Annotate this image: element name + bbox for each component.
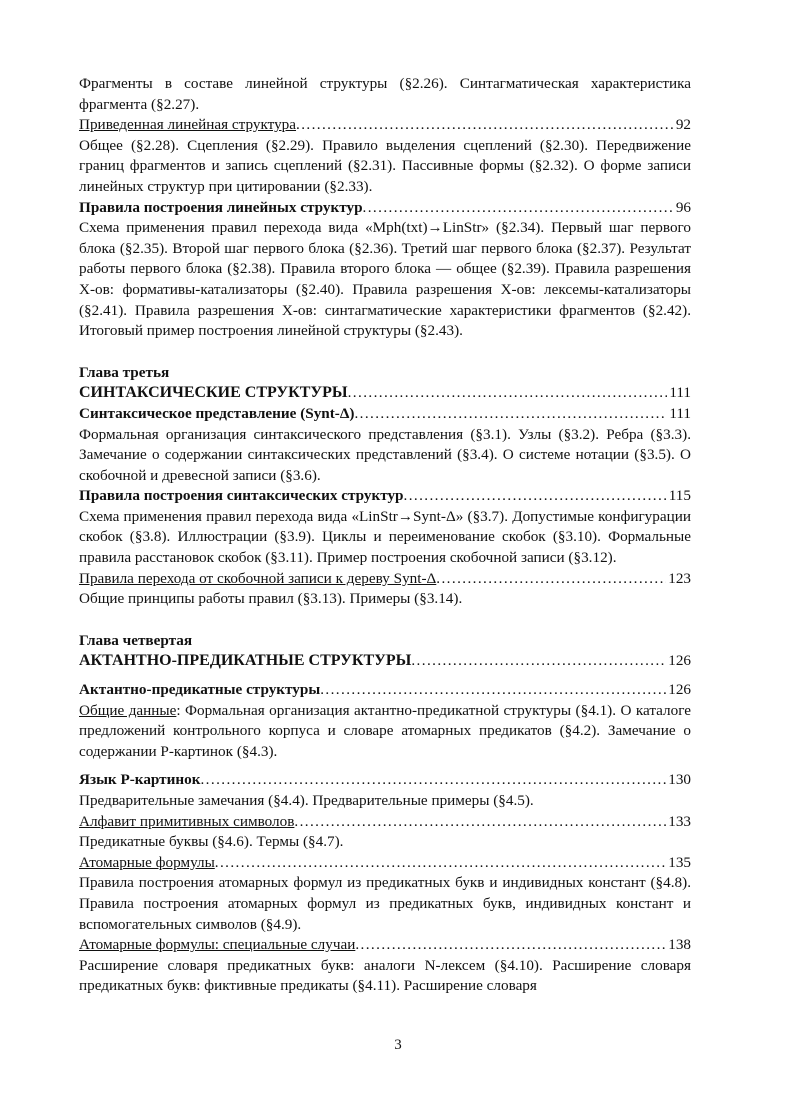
toc-page-number: 133 — [668, 812, 691, 830]
toc-page-number: 135 — [668, 853, 691, 871]
toc-title: Актантно-предикатные структуры — [79, 681, 321, 699]
paragraph-general-data — [79, 701, 691, 763]
toc-leader-dots — [200, 770, 666, 791]
paragraph-fragments: Фрагменты в составе линейной структуры (§2.26). Синтагматическая характеристика фрагмента (§2.27). — [79, 75, 691, 113]
toc-leader-dots — [215, 853, 666, 874]
toc-leader-dots — [404, 486, 667, 507]
toc-entry-synt-repr[interactable] — [79, 404, 691, 425]
toc-entry-linear-structure[interactable] — [79, 115, 691, 136]
paragraph-general-228: Общее (§2.28). Сцепления (§2.29). Правило выделения сцеплений (§2.30). Передвижение границ фрагментов и запись сцеплений (§2.31). Пассивные формы (§2.32). О форме записи линейных структур при цитировании (§2.33). — [79, 136, 691, 195]
toc-page-number: 92 — [675, 116, 691, 134]
toc-page-number: 96 — [675, 198, 691, 216]
toc-title: Атомарные формулы: специальные случаи — [79, 936, 356, 954]
toc-leader-dots — [320, 680, 666, 701]
toc-title: Приведенная линейная структура — [79, 116, 297, 134]
section-spacer — [79, 610, 691, 631]
toc-entry-chapter-four[interactable] — [79, 651, 691, 672]
toc-entry-alphabet[interactable] — [79, 812, 691, 833]
toc-title: Алфавит примитивных символов — [79, 812, 295, 830]
toc-title: Правила построения линейных структур — [79, 198, 363, 216]
chapter-three-title: СИНТАКСИЧЕСКИЕ СТРУКТУРЫ — [79, 384, 348, 402]
toc-leader-dots — [296, 115, 674, 136]
toc-title: Правила построения синтаксических структур — [79, 487, 404, 505]
toc-entry-ap-structures[interactable] — [79, 680, 691, 701]
toc-leader-dots — [355, 935, 666, 956]
toc-title: Синтаксическое представление (Synt-Δ) — [79, 404, 355, 422]
toc-title: Язык P-картинок — [79, 771, 201, 789]
toc-page-number: 115 — [668, 487, 691, 505]
paragraph-prelim-44: Предварительные замечания (§4.4). Предварительные примеры (§4.5). — [79, 792, 534, 809]
paragraph-formal-31: Формальная организация синтаксического представления (§3.1). Узлы (§3.2). Ребра (§3.3). Замечание о содержании синтаксических представлений (§3.4). О системе нотации (§3.5). О скобочной и древесной записи (§3.6). — [79, 425, 691, 484]
page-number: 3 — [394, 1037, 402, 1053]
chapter-three-label: Глава третья — [79, 363, 170, 381]
toc-title: Атомарные формулы — [79, 853, 215, 871]
toc-leader-dots — [348, 383, 668, 404]
general-data-text: : Формальная организация актантно-предикатной структуры (§4.1). О каталоге предложений контрольного корпуса и словаре атомарных предикатов (§4.2). Замечание о содержании P-картинок (§4.3). — [79, 701, 691, 760]
chapter-four-label: Глава четвертая — [79, 631, 193, 649]
toc-entry-rules-linear[interactable] — [79, 198, 691, 219]
toc-leader-dots — [363, 198, 674, 219]
paragraph-scheme-37: Схема применения правил перехода вида «LinStr→Synt-Δ» (§3.7). Допустимые конфигурации скобок (§3.8). Иллюстрации (§3.9). Циклы и переименование скобок (§3.10). Формальные правила расстановок скобок (§3.11). Пример построения скобочной записи (§3.12). — [79, 507, 691, 567]
paragraph-pred-letters-46: Предикатные буквы (§4.6). Термы (§4.7). — [79, 833, 344, 851]
toc-page-number: 126 — [668, 681, 691, 699]
toc-entry-atomic-special[interactable] — [79, 935, 691, 956]
toc-leader-dots — [354, 404, 667, 425]
paragraph-scheme-234: Схема применения правил перехода вида «Mph(txt)→LinStr» (§2.34). Первый шаг первого блока (§2.35). Второй шаг первого блока (§2.36). Третий шаг первого блока (§2.37). Результат работы первого блока (§2.38). Правила второго блока — общее (§2.39). Правила разрешения X-ов: формативы-катализаторы (§2.40). Правила разрешения X-ов: лексемы-катализаторы (§2.41). Правила разрешения X-ов: синтагматические характеристики фрагментов (§2.42). Итоговый пример построения линейной структуры (§2.43). — [79, 219, 691, 340]
toc-page-number: 130 — [668, 771, 691, 789]
toc-entry-transition[interactable] — [79, 569, 691, 590]
chapter-four-title: АКТАНТНО-ПРЕДИКАТНЫЕ СТРУКТУРЫ — [79, 652, 412, 670]
toc-entry-language[interactable] — [79, 770, 691, 791]
toc-page-number: 138 — [668, 936, 691, 954]
toc-leader-dots — [294, 812, 666, 833]
toc-entry-chapter-three[interactable] — [79, 383, 691, 404]
toc-page-number: 111 — [669, 384, 691, 402]
general-data-label: Общие данные — [79, 701, 177, 719]
toc-page-number: 111 — [669, 404, 691, 422]
section-spacer — [79, 672, 691, 680]
toc-entry-atomic[interactable] — [79, 853, 691, 874]
paragraph-rules-atomic-48: Правила построения атомарных формул из предикатных букв и индивидных констант (§4.8). Правила построения атомарных формул из предикатных букв, индивидных констант и вспомогательных символов (§4.9). — [79, 874, 691, 933]
toc-page-number: 126 — [668, 652, 691, 670]
toc-leader-dots — [436, 569, 666, 590]
toc-page-number: 123 — [668, 569, 691, 587]
paragraph-extension-410: Расширение словаря предикатных букв: аналоги N-лексем (§4.10). Расширение словаря предикатных букв: фиктивные предикаты (§4.11). Расширение словаря — [79, 956, 691, 995]
section-spacer — [79, 762, 691, 770]
document-page — [79, 74, 691, 997]
toc-entry-rules-synt[interactable] — [79, 486, 691, 507]
toc-title: Правила перехода от скобочной записи к дереву Synt-Δ — [79, 569, 437, 587]
toc-leader-dots — [411, 651, 666, 672]
section-spacer — [79, 342, 691, 363]
paragraph-principles-313: Общие принципы работы правил (§3.13). Примеры (§3.14). — [79, 590, 463, 608]
